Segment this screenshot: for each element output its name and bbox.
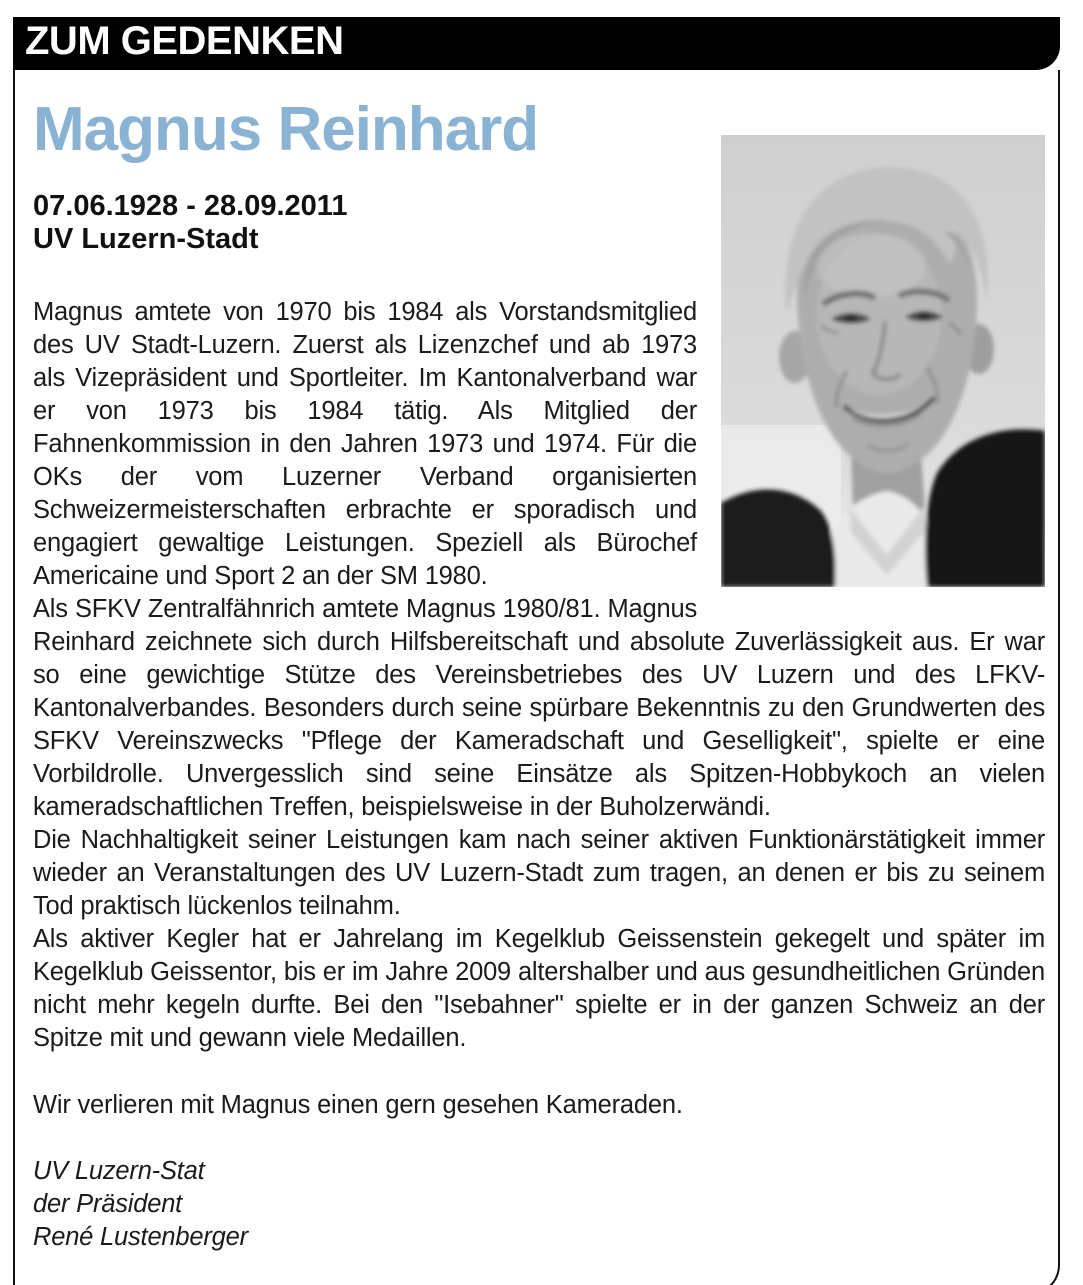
section-header-bar	[13, 17, 1060, 70]
memorial-name: Magnus Reinhard	[33, 95, 539, 164]
content-frame	[13, 70, 1060, 1285]
signature-role: der Präsident	[33, 1190, 183, 1219]
body-paragraph: Als SFKV Zentralfähnrich amtete Magnus 1980/81. Magnus Reinhard zeichnete sich durch Hilfsbereitschaft und absolute Zuverlässigkeit aus. Er war so eine gewichtige Stütze des Vereinsbetriebes des UV Luzern und des LFKV-Kantonalverbandes. Besonders durch seine spürbare Bekenntnis zu den Grundwerten des SFKV Vereinszwecks "Pflege der Kameradschaft und Geselligkeit", spielte er eine Vorbildrolle. Unvergesslich sind seine Einsätze als Spitzen-Hobbykoch an vielen kameradschaftlichen Treffen, beispielsweise in der Buholzerwändi.	[33, 595, 1045, 822]
signature-org: UV Luzern-Stat	[33, 1157, 205, 1186]
body-paragraph: Die Nachhaltigkeit seiner Leistungen kam nach seiner aktiven Funktionärstätigkeit immer wieder an Veranstaltungen des UV Luzern-Stadt zum tragen, an denen er bis zu seinem Tod praktisch lückenlos teilnahm.	[33, 826, 1045, 921]
signature-name: René Lustenberger	[33, 1223, 248, 1252]
club-name: UV Luzern-Stadt	[33, 223, 259, 256]
content-area	[15, 96, 1058, 1254]
portrait-photo	[721, 135, 1045, 587]
section-header-title: ZUM GEDENKEN	[25, 19, 344, 63]
body-paragraph: Magnus amtete von 1970 bis 1984 als Vorstandsmitglied des UV Stadt-Luzern. Zuerst als Lizenzchef und ab 1973 als Vizepräsident und Sportleiter. Im Kantonalverband war er von 1973 bis 1984 tätig. Als Mitglied der Fahnenkommission in den Jahren 1973 und 1974. Für die OKs der vom Luzerner Verband organisierten Schweizermeisterschaften erbrachte er sporadisch und engagiert gewaltige Leistungen. Speziell als Bürochef Americaine und Sport 2 an der SM 1980.	[33, 298, 697, 591]
closing-line: Wir verlieren mit Magnus einen gern gesehen Kameraden.	[33, 1091, 683, 1120]
life-dates: 07.06.1928 - 28.09.2011	[33, 190, 348, 223]
body-paragraph: Als aktiver Kegler hat er Jahrelang im Kegelklub Geissenstein gekegelt und später im Kegelklub Geissentor, bis er im Jahre 2009 altershalber und aus gesundheitlichen Gründen nicht mehr kegeln durfte. Bei den "Isebahner" spielte er in der ganzen Schweiz an der Spitze mit und gewann viele Medaillen.	[33, 925, 1045, 1053]
signature-block	[33, 1155, 1045, 1254]
